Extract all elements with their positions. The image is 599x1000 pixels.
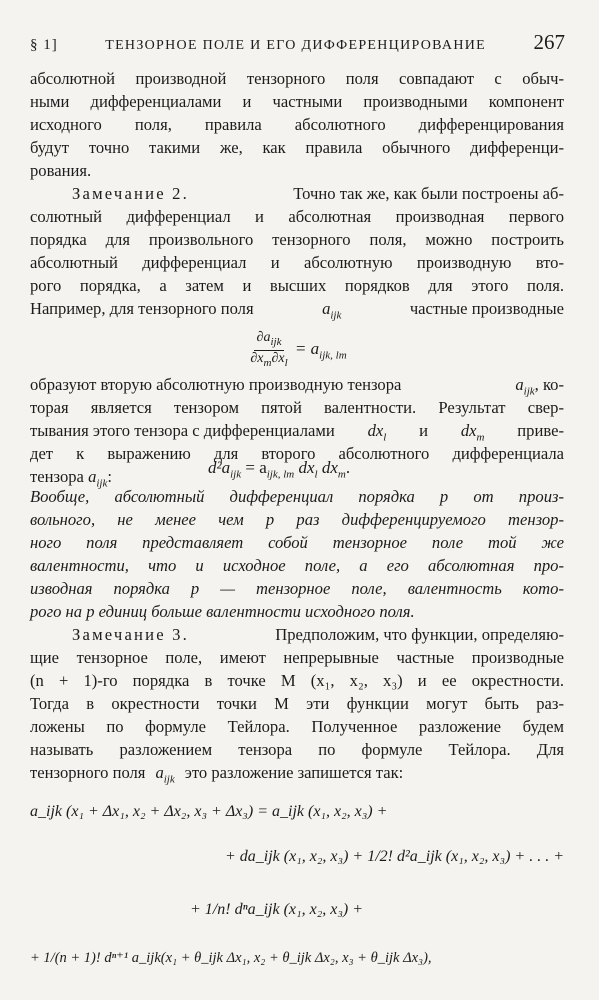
text-line: Предположим, что функции, определяю- xyxy=(275,625,564,644)
text-line: Например, для тензорного поля $a_{ijk}$ частные производные xyxy=(30,298,564,326)
text-line: тензора $a_{ijk}$: xyxy=(30,467,112,490)
page-header xyxy=(30,30,565,56)
text-line: ными дифференциалами и частными производными компонент xyxy=(30,92,564,111)
equation-second-derivative: $\frac{\partial a_{ijk}}{\partial x_m\partial x_l}$ = $a_{ijk, lm}$ xyxy=(30,330,564,371)
theorem-line: вольного, не менее чем p раз дифференцируемого тензор- xyxy=(30,510,564,529)
text-line: образуют вторую абсолютную производную тензора $a_{ijk}$, ко- xyxy=(30,375,564,398)
text-line: солютный дифференциал и абсолютная производная первого xyxy=(30,207,564,226)
remark-2-heading xyxy=(30,183,564,205)
text-line: исходного поля, правила абсолютного дифференцирования xyxy=(30,115,564,134)
theorem-line: изводная порядка p — тензорное поле, валентность кото- xyxy=(30,579,564,598)
text-line: будут точно такими же, как правила обычного дифференци- xyxy=(30,138,564,157)
text-line: порядка для произвольного тензорного поля, можно построить xyxy=(30,230,564,249)
running-title: ТЕНЗОРНОЕ ПОЛЕ И ЕГО ДИФФЕРЕНЦИРОВАНИЕ xyxy=(105,38,487,53)
text-line: ложены по формуле Тейлора. Полученное разложение будем xyxy=(30,717,564,736)
theorem-line: валентности, что и исходное поле, а его абсолютная про- xyxy=(30,556,564,575)
text-line: абсолютной производной тензорного поля совпадают с обыч- xyxy=(30,69,564,88)
text-line: тывания этого тензора с дифференциалами $dx_l$ и $dx_m$ приве- xyxy=(30,421,564,444)
section-number: § 1] xyxy=(30,37,58,53)
text-line: тензорного поля $a_{ijk}$ это разложение запишется так: xyxy=(30,763,404,786)
taylor-line-4: + 1/(n + 1)! dⁿ⁺¹ a_ijk(x₁ + θ_ijk Δx₁, x₂ + θ_ijk Δx₂, x₃ + θ_ijk Δx₃), xyxy=(30,950,432,966)
text-line: рого порядка, а затем и высших порядков для этого поля. xyxy=(30,276,564,295)
text-line: Точно так же, как были построены аб- xyxy=(293,184,564,203)
remark-label: Замечание 3. xyxy=(72,625,189,644)
theorem-line: рого на p единиц больше валентности исходного поля. xyxy=(30,602,415,621)
text-line: рования. xyxy=(30,161,92,180)
text-line: Тогда в окрестности точки M эти функции могут быть раз- xyxy=(30,694,564,713)
taylor-line-3: + 1/n! dⁿa_ijk (x₁, x₂, x₃) + xyxy=(190,901,364,918)
text-line: абсолютный дифференциал и абсолютную производную вто- xyxy=(30,253,564,272)
text-line: дет к выражению для второго абсолютного дифференциала xyxy=(30,444,564,463)
page-number: 267 xyxy=(533,30,565,54)
math-a-ijk: $a_{ijk}$ xyxy=(322,299,342,322)
text-line: называть разложением тензора по формуле Тейлора. Для xyxy=(30,740,564,759)
text-line: (n + 1)-го порядка в точке M (x₁, x₂, x₃) и ее окрестности. xyxy=(30,671,564,690)
theorem-line: Вообще, абсолютный дифференциал порядка p от произ- xyxy=(30,487,564,506)
remark-3-heading xyxy=(30,624,564,646)
theorem-line: ного поля представляет собой тензорное поле той же xyxy=(30,533,564,552)
fraction: $\frac{\partial a_{ijk}}{\partial x_m\partial x_l}$ xyxy=(250,330,288,369)
text-line: торая является тензором пятой валентности. Результат свер- xyxy=(30,398,564,417)
taylor-line-2: + da_ijk (x₁, x₂, x₃) + 1/2! d²a_ijk (x₁, x₂, x₃) + . . . + xyxy=(224,848,564,865)
taylor-line-1: a_ijk (x₁ + Δx₁, x₂ + Δx₂, x₃ + Δx₃) = a_ijk (x₁, x₂, x₃) + xyxy=(30,803,388,820)
remark-label: Замечание 2. xyxy=(72,184,189,203)
text-line: щие тензорное поле, имеют непрерывные частные производные xyxy=(30,648,564,667)
equation-second-differential: $d^2a_{ijk} = a_{ijk, lm}$ $dx_l$ $dx_m$. xyxy=(208,458,351,481)
